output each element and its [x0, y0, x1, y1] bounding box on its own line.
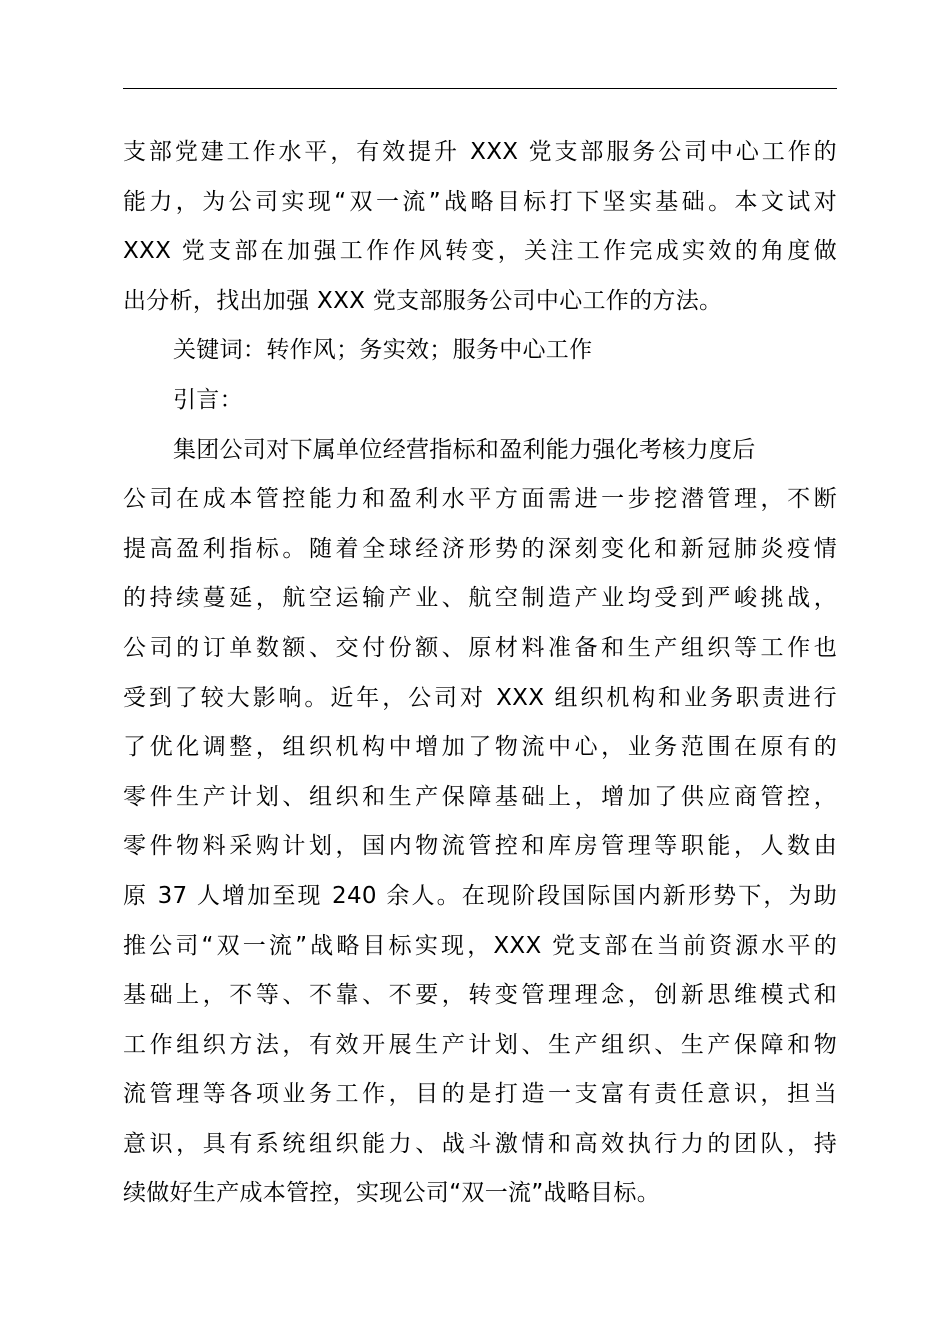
text-line: 出分析，找出加强 XXX 党支部服务公司中心工作的方法。 — [123, 287, 723, 314]
text-line: 工作组织方法，有效开展生产计划、生产组织、生产保障和物 — [123, 1031, 837, 1058]
text-line: 零件物料采购计划，国内物流管控和库房管理等职能，人数由 — [123, 833, 837, 860]
text-line: 公司的订单数额、交付份额、原材料准备和生产组织等工作也 — [123, 634, 837, 661]
text-line: 续做好生产成本管控，实现公司“双一流”战略目标。 — [123, 1180, 661, 1207]
text-line: 提高盈利指标。随着全球经济形势的深刻变化和新冠肺炎疫情 — [123, 535, 837, 562]
text-line: 基础上，不等、不靠、不要，转变管理理念，创新思维模式和 — [123, 982, 837, 1009]
text-line: XXX 党支部在加强工作作风转变，关注工作完成实效的角度做 — [123, 238, 837, 265]
intro-heading: 引言： — [173, 386, 243, 413]
text-line: 能力，为公司实现“双一流”战略目标打下坚实基础。本文试对 — [123, 188, 837, 215]
text-line: 受到了较大影响。近年，公司对 XXX 组织机构和业务职责进行 — [123, 684, 837, 711]
text-line: 支部党建工作水平，有效提升 XXX 党支部服务公司中心工作的 — [123, 139, 837, 165]
text-line: 原 37 人增加至现 240 余人。在现阶段国际国内新形势下，为助 — [123, 882, 837, 909]
body-text — [123, 128, 837, 1219]
text-line: 了优化调整，组织机构中增加了物流中心，业务范围在原有的 — [123, 734, 837, 761]
keywords-line: 关键词：转作风；务实效；服务中心工作 — [173, 337, 593, 364]
text-line: 的持续蔓延，航空运输产业、航空制造产业均受到严峻挑战， — [123, 585, 837, 612]
header-rule — [123, 88, 837, 89]
text-line: 流管理等各项业务工作，目的是打造一支富有责任意识，担当 — [123, 1081, 837, 1108]
text-line: 公司在成本管控能力和盈利水平方面需进一步挖潜管理，不断 — [123, 486, 837, 513]
text-line: 意识，具有系统组织能力、战斗激情和高效执行力的团队，持 — [123, 1130, 837, 1157]
text-line: 推公司“双一流”战略目标实现，XXX 党支部在当前资源水平的 — [123, 932, 837, 959]
text-line: 零件生产计划、组织和生产保障基础上，增加了供应商管控， — [123, 783, 837, 810]
text-line: 集团公司对下属单位经营指标和盈利能力强化考核力度后 — [173, 436, 756, 463]
